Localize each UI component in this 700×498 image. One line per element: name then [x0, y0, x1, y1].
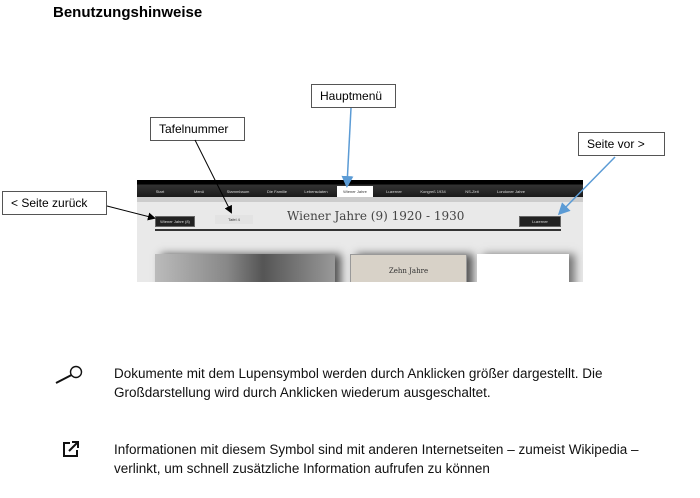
- arrow-seite-vor: [560, 157, 615, 213]
- nav-tab: Menü: [193, 189, 204, 194]
- nav-tab: Kongreß 1934: [420, 189, 446, 194]
- callout-tafelnummer: Tafelnummer: [150, 117, 245, 141]
- help-text-magnifier: Dokumente mit dem Lupensymbol werden durch Anklicken größer dargestellt. Die Großdarstellung wird durch Anklicken wiederum ausgeschaltet.: [114, 366, 603, 400]
- nav-tab: Londoner Jahre: [496, 189, 526, 194]
- nav-tab: Stammbaum: [226, 189, 250, 194]
- arrow-seite-zurueck: [107, 206, 154, 218]
- callout-seite-vor: Seite vor >: [578, 132, 665, 156]
- help-text-external-link: Informationen mit diesem Symbol sind mit anderen Internetseiten – zumeist Wikipedia – verlinkt, um schnell zusätzliche Information aufrufen zu können: [114, 442, 639, 476]
- callout-seite-zurueck: < Seite zurück: [2, 191, 107, 215]
- nav-tab: Die Familie: [266, 189, 287, 194]
- callout-hauptmenu: Hauptmenü: [311, 84, 396, 108]
- nav-tab: Lebensdaten: [304, 189, 328, 194]
- doc-text: Zehn Jahre: [388, 267, 429, 275]
- prev-page-button: Wiener Jahre (8): [155, 216, 195, 227]
- screenshot-page-title: Wiener Jahre (9) 1920 - 1930: [287, 209, 465, 223]
- page-heading: Benutzungshinweise: [53, 4, 203, 21]
- magnifier-icon: [54, 365, 84, 385]
- external-link-icon: [62, 440, 80, 458]
- arrow-tafelnummer: [195, 140, 231, 212]
- nav-tab: NS-Zeit: [465, 189, 479, 194]
- next-page-button: Luzerner: [519, 216, 561, 227]
- nav-tab-active: Wiener Jahre: [337, 186, 373, 197]
- arrow-hauptmenu: [347, 108, 351, 185]
- nav-tab: Luzerner: [386, 189, 402, 194]
- nav-tab: Start: [155, 189, 165, 194]
- tafel-number: Tafel 4: [215, 215, 253, 224]
